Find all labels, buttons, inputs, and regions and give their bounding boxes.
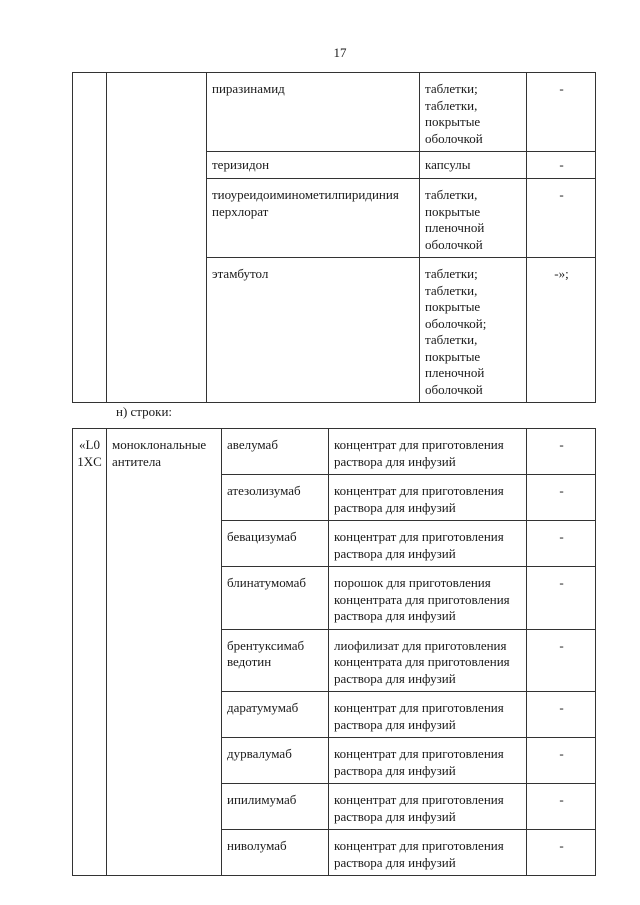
mark: -: [559, 700, 564, 715]
drug-name-cell: [222, 830, 329, 876]
form-line: таблетки,: [425, 282, 478, 298]
form-line: пленочной: [425, 365, 485, 380]
drug-name-cell: [222, 429, 329, 475]
form-line: концентрат для приготовления: [334, 529, 504, 544]
mark: -: [559, 483, 564, 498]
form-line: капсулы: [425, 157, 471, 172]
group-cell: [107, 73, 207, 403]
dosage-form-cell: [420, 179, 527, 258]
form-line: покрытые: [425, 203, 481, 219]
drug-name: ниволумаб: [227, 838, 287, 853]
mark-cell: [527, 567, 596, 630]
mark: -: [559, 746, 564, 761]
code-cell: [73, 73, 107, 403]
form-line: концентрат для приготовления: [334, 746, 504, 761]
form-line: таблетки,: [425, 97, 478, 113]
drug-name-line: брентуксимаб: [227, 637, 305, 653]
mark-cell: [527, 830, 596, 876]
form-line: раствора для инфузий: [334, 499, 456, 515]
form-line: раствора для инфузий: [334, 608, 456, 623]
mark-cell: [527, 475, 596, 521]
drug-name-cell: [222, 521, 329, 567]
page-number: 17: [333, 45, 347, 60]
drug-name-line: тиоуреидоиминометилпиридиния: [212, 187, 399, 202]
form-line: оболочкой;: [425, 315, 487, 331]
code-cell: [73, 429, 107, 876]
mark: -: [559, 529, 564, 544]
mark: -»;: [554, 266, 569, 281]
form-line: порошок для приготовления: [334, 575, 491, 590]
form-line: оболочкой: [425, 130, 483, 146]
drug-name: бевацизумаб: [227, 529, 297, 544]
mark-cell: [527, 179, 596, 258]
form-line: концентрат для приготовления: [334, 700, 504, 715]
drug-name-cell: [222, 629, 329, 692]
form-line: таблетки,: [425, 332, 478, 347]
group-line: моноклональные: [112, 437, 207, 452]
mark: -: [559, 838, 564, 853]
mark-cell: [527, 738, 596, 784]
drug-name: даратумумаб: [227, 700, 299, 715]
form-line: раствора для инфузий: [334, 453, 456, 469]
form-line: концентрата для приготовления: [334, 654, 510, 669]
mark-cell: [527, 629, 596, 692]
mark-cell: [527, 73, 596, 152]
drug-name: дурвалумаб: [227, 746, 292, 761]
form-line: пленочной: [425, 220, 485, 235]
form-line: концентрат для приготовления: [334, 483, 504, 498]
drug-name-line: перхлорат: [212, 203, 269, 219]
code-line: 1XC: [77, 453, 102, 469]
form-line: лиофилизат для приготовления: [334, 637, 507, 653]
mark: -: [559, 81, 564, 96]
form-line: оболочкой: [425, 236, 483, 252]
mark: -: [559, 187, 564, 202]
table-row: [73, 429, 596, 475]
dosage-form-cell: [329, 784, 527, 830]
dosage-form-cell: [420, 258, 527, 403]
form-line: раствора для инфузий: [334, 670, 456, 686]
code-line: «L0: [79, 437, 100, 452]
drug-name-cell: [207, 152, 420, 179]
mark: -: [559, 575, 564, 590]
mark-cell: [527, 784, 596, 830]
form-line: покрытые: [425, 299, 481, 314]
drug-name-cell: [222, 738, 329, 784]
form-line: раствора для инфузий: [334, 854, 456, 870]
drug-name: теризидон: [212, 157, 270, 172]
mark: -: [559, 157, 564, 172]
group-line: антитела: [112, 453, 162, 469]
drug-name: авелумаб: [227, 437, 278, 452]
mark: -: [559, 637, 564, 653]
drug-name-cell: [222, 475, 329, 521]
form-line: раствора для инфузий: [334, 762, 456, 778]
form-line: покрытые: [425, 348, 481, 364]
dosage-form-cell: [329, 738, 527, 784]
form-line: концентрат для приготовления: [334, 792, 504, 807]
mark-cell: [527, 429, 596, 475]
mark-cell: [527, 692, 596, 738]
form-line: таблетки;: [425, 266, 478, 281]
dosage-form-cell: [329, 692, 527, 738]
mark-cell: [527, 521, 596, 567]
group-cell: [107, 429, 222, 876]
drug-table-continued: [72, 72, 596, 403]
mark: -: [559, 792, 564, 807]
table-row: [73, 73, 596, 152]
mark: -: [559, 437, 564, 452]
drug-table-new-rows: [72, 428, 596, 876]
form-line: раствора для инфузий: [334, 716, 456, 732]
form-line: оболочкой: [425, 381, 483, 397]
drug-name: ипилимумаб: [227, 792, 297, 807]
drug-name: пиразинамид: [212, 81, 285, 96]
drug-name-cell: [207, 258, 420, 403]
drug-name-cell: [222, 692, 329, 738]
form-line: концентрата для приготовления: [334, 591, 510, 607]
section-intro: н) строки:: [116, 404, 173, 419]
drug-name-cell: [207, 73, 420, 152]
drug-name: этамбутол: [212, 266, 269, 281]
dosage-form-cell: [329, 429, 527, 475]
dosage-form-cell: [329, 830, 527, 876]
drug-name-line: ведотин: [227, 654, 272, 669]
drug-name-cell: [207, 179, 420, 258]
dosage-form-cell: [329, 521, 527, 567]
drug-name: блинатумомаб: [227, 575, 306, 590]
form-line: раствора для инфузий: [334, 545, 456, 561]
dosage-form-cell: [329, 475, 527, 521]
dosage-form-cell: [420, 73, 527, 152]
form-line: концентрат для приготовления: [334, 838, 504, 853]
drug-name: атезолизумаб: [227, 483, 301, 498]
form-line: концентрат для приготовления: [334, 437, 504, 452]
dosage-form-cell: [329, 629, 527, 692]
form-line: таблетки,: [425, 187, 478, 202]
drug-name-cell: [222, 784, 329, 830]
dosage-form-cell: [329, 567, 527, 630]
mark-cell: [527, 152, 596, 179]
mark-cell: [527, 258, 596, 403]
form-line: покрытые: [425, 114, 481, 129]
dosage-form-cell: [420, 152, 527, 179]
drug-name-cell: [222, 567, 329, 630]
form-line: таблетки;: [425, 81, 478, 96]
form-line: раствора для инфузий: [334, 808, 456, 824]
